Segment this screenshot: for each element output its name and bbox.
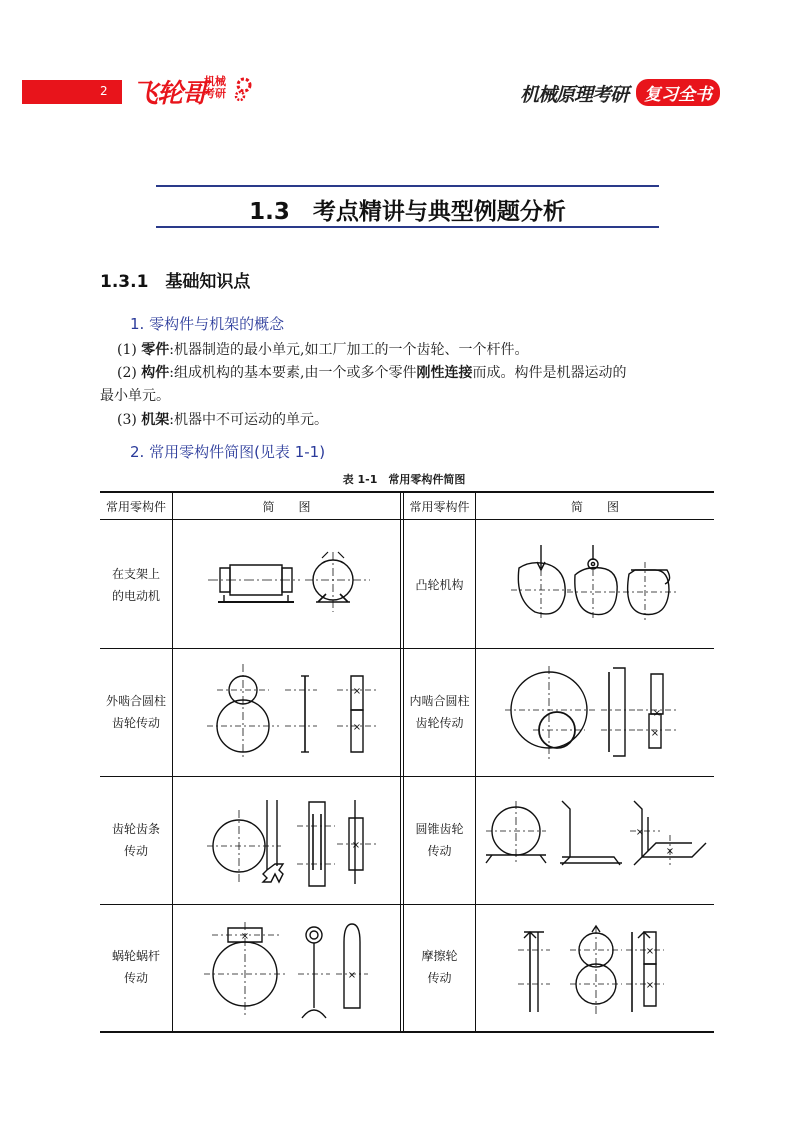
label-external-spur-gear: 外啮合圆柱 齿轮传动	[105, 694, 166, 730]
label-friction-wheel: 摩擦轮 传动	[421, 949, 458, 985]
internal-spur-gear-diagram	[505, 660, 695, 765]
worm-gear-diagram	[200, 918, 390, 1023]
label-cam-mechanism: 凸轮机构	[415, 578, 464, 592]
svg-text:×: ×	[650, 728, 660, 739]
table-header-rule	[100, 519, 714, 520]
book-badge: 复习全书	[636, 79, 720, 106]
gear-icon	[232, 76, 256, 102]
table-col-rule-3	[475, 492, 476, 1032]
topic-1-title: 1. 零构件与机架的概念	[130, 315, 285, 333]
definition-member-continued: 最小单元。	[100, 388, 170, 404]
table-top-rule	[100, 491, 714, 493]
label-motor-on-support: 在支架上 的电动机	[111, 567, 160, 603]
svg-text:×: ×	[352, 722, 362, 733]
label-worm-gear: 蜗轮蜗杆 传动	[111, 949, 160, 985]
svg-text:×: ×	[352, 686, 362, 697]
definition-member: (2) 构件:组成机构的基本要素,由一个或多个零件刚性连接而成。构件是机器运动的	[117, 365, 627, 381]
table-caption: 表 1-1 常用零构件简图	[342, 473, 466, 486]
table-row-rule-3	[100, 904, 714, 905]
svg-text:×: ×	[645, 980, 655, 991]
book-title: 机械原理考研	[520, 84, 629, 106]
bevel-gear-diagram	[480, 795, 710, 890]
svg-text:×: ×	[240, 931, 250, 942]
definition-part: (1) 零件:机器制造的最小单元,如工厂加工的一个齿轮、一个杆件。	[117, 342, 529, 358]
table-bottom-rule	[100, 1031, 714, 1033]
page-number: 2	[100, 84, 108, 98]
header-component: 常用零构件	[105, 500, 166, 514]
header-diagram: 简 图	[262, 500, 311, 514]
label-internal-spur-gear: 内啮合圆柱 齿轮传动	[409, 694, 470, 730]
brand-logo: 飞轮哥	[132, 79, 208, 109]
label-rack-and-pinion: 齿轮齿条 传动	[111, 822, 160, 858]
svg-text:×: ×	[665, 846, 675, 857]
header-component-right: 常用零构件	[409, 500, 470, 514]
section-title: 1.3 考点精讲与典型例题分析	[249, 199, 566, 225]
svg-text:×: ×	[351, 840, 361, 851]
topic-2-title: 2. 常用零构件简图(见表 1-1)	[130, 443, 326, 461]
svg-text:×: ×	[347, 970, 357, 981]
header-diagram-right: 简 图	[570, 500, 619, 514]
friction-wheel-diagram	[510, 922, 690, 1020]
table-row-rule-2	[100, 776, 714, 777]
section-rule-bottom	[156, 226, 659, 228]
subsection-title: 1.3.1 基础知识点	[100, 272, 251, 292]
cam-mechanism-diagram	[505, 540, 695, 625]
table-col-rule-2a	[400, 492, 401, 1032]
svg-text:×: ×	[635, 827, 645, 838]
motor-on-support-diagram	[200, 540, 390, 620]
rack-and-pinion-diagram	[205, 790, 390, 895]
svg-text:×: ×	[652, 708, 662, 719]
svg-text:×: ×	[645, 946, 655, 957]
external-spur-gear-diagram	[205, 660, 390, 765]
brand-logo-subtitle: 机械考研	[204, 75, 226, 100]
label-bevel-gear: 圆锥齿轮 传动	[415, 822, 464, 858]
definition-frame: (3) 机架:机器中不可运动的单元。	[117, 412, 328, 428]
table-row-rule-1	[100, 648, 714, 649]
section-rule-top	[156, 185, 659, 187]
table-col-rule-1	[172, 492, 173, 1032]
